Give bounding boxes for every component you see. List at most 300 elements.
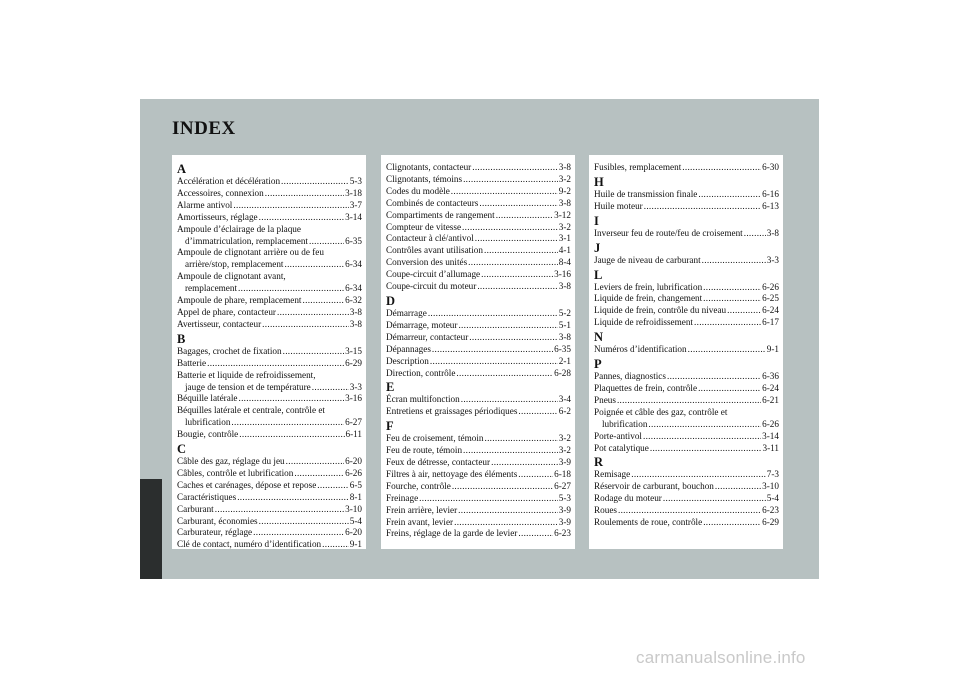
dot-leader xyxy=(419,493,558,505)
index-entry xyxy=(386,332,571,344)
index-entry xyxy=(177,468,362,480)
index-entry-text: arrière/stop, remplacement xyxy=(185,259,284,270)
dot-leader xyxy=(744,228,766,240)
index-entry xyxy=(386,174,571,186)
index-entry-line: Ampoule d’éclairage de la plaque xyxy=(177,223,301,234)
dot-leader xyxy=(456,368,553,380)
dot-leader xyxy=(458,320,557,332)
index-entry xyxy=(594,383,779,395)
dot-leader xyxy=(463,174,558,186)
index-entry-text: Frein avant, levier xyxy=(386,516,454,527)
index-entry-text: Rodage du moteur xyxy=(594,493,662,504)
index-entry-page: 6-24 xyxy=(762,305,779,316)
dot-leader xyxy=(698,189,761,201)
dot-leader xyxy=(284,259,344,271)
dot-leader xyxy=(703,293,761,305)
index-entry-page: 6-23 xyxy=(762,505,779,516)
dot-leader xyxy=(462,222,558,234)
dot-leader xyxy=(703,517,761,529)
index-entry xyxy=(177,492,362,504)
dot-leader xyxy=(715,481,761,493)
index-entry-text: Plaquettes de frein, contrôle xyxy=(594,382,698,393)
index-entry-text: Alarme antivol xyxy=(177,199,233,210)
index-entry-page: 6-25 xyxy=(762,293,779,304)
index-column-2 xyxy=(381,155,575,549)
index-entry-text: jauge de tension et de température xyxy=(185,381,311,392)
index-entry-text: Fourche, contrôle xyxy=(386,480,451,491)
index-entry xyxy=(594,493,779,505)
index-entry-text: Démarrage xyxy=(386,307,427,318)
index-entry-text: Filtres à air, nettoyage des éléments xyxy=(386,468,518,479)
index-entry xyxy=(386,433,571,445)
index-entry xyxy=(177,358,362,370)
index-entry-page: 5-4 xyxy=(766,493,779,504)
dot-leader xyxy=(688,344,766,356)
index-entry xyxy=(594,162,779,174)
dot-leader xyxy=(215,504,344,516)
dot-leader xyxy=(484,433,557,445)
index-entry-text: Liquide de refroidissement xyxy=(594,317,693,328)
index-entry-page: 3-14 xyxy=(762,430,779,441)
index-entry-text: Clignotants, témoins xyxy=(386,173,463,184)
index-entry xyxy=(386,269,571,281)
manual-page xyxy=(140,99,819,579)
index-entry xyxy=(386,481,571,493)
section-letter: I xyxy=(594,213,599,228)
dot-leader xyxy=(237,492,349,504)
index-entry xyxy=(386,344,571,356)
index-entry xyxy=(594,344,779,356)
index-entry-page: 3-8 xyxy=(558,281,571,292)
index-entry-text: Bagages, crochet de fixation xyxy=(177,345,282,356)
index-entry-page: 3-15 xyxy=(345,345,362,356)
dot-leader xyxy=(452,481,553,493)
index-entry-page: 2-1 xyxy=(558,355,571,366)
index-entry xyxy=(177,283,362,295)
index-entry-page: 8-4 xyxy=(558,257,571,268)
index-entry xyxy=(177,417,362,429)
index-entry-page: 3-16 xyxy=(345,393,362,404)
index-entry xyxy=(386,368,571,380)
index-entry-text: Bougie, contrôle xyxy=(177,429,239,440)
index-entry-page: 5-1 xyxy=(558,319,571,330)
index-entry xyxy=(594,228,779,240)
index-entry-text: Carburant xyxy=(177,503,214,514)
index-entry-text: Contrôles avant utilisation xyxy=(386,245,483,256)
index-entry-page: 3-7 xyxy=(349,199,362,210)
chapter-tab xyxy=(140,479,162,579)
index-entry xyxy=(386,233,571,245)
index-entry xyxy=(594,395,779,407)
index-entry xyxy=(386,469,571,481)
index-entry-text: Accessoires, connexion xyxy=(177,187,264,198)
index-entry xyxy=(594,443,779,455)
index-entry-page: 6-20 xyxy=(345,456,362,467)
index-entry-text: Réservoir de carburant, bouchon xyxy=(594,481,714,492)
index-entry-page: 6-26 xyxy=(762,418,779,429)
section-letter: F xyxy=(386,419,394,434)
index-entry-page: 6-26 xyxy=(345,467,362,478)
index-entry-text: Porte-antivol xyxy=(594,430,642,441)
index-entry-text: Carburateur, réglage xyxy=(177,527,253,538)
index-entry-page: 6-23 xyxy=(554,528,571,539)
index-entry xyxy=(177,393,362,405)
index-entry xyxy=(386,406,571,418)
index-entry-text: Béquille latérale xyxy=(177,393,238,404)
dot-leader xyxy=(283,346,345,358)
index-entry xyxy=(594,317,779,329)
index-entry-page: 6-5 xyxy=(349,479,362,490)
index-entry xyxy=(177,176,362,188)
dot-leader xyxy=(281,176,349,188)
index-entry-text: Fusibles, remplacement xyxy=(594,162,682,172)
section-letter: R xyxy=(594,455,604,470)
dot-leader xyxy=(259,516,349,528)
index-entry xyxy=(386,394,571,406)
index-entry-text: Numéros d’identification xyxy=(594,344,687,355)
index-entry-text: Combinés de contacteurs xyxy=(386,197,479,208)
index-entry xyxy=(177,429,362,441)
index-entry xyxy=(594,469,779,481)
index-entry-text: Dépannages xyxy=(386,343,431,354)
index-column-1 xyxy=(172,155,366,549)
section-letter: J xyxy=(594,240,601,255)
dot-leader xyxy=(643,431,761,443)
dot-leader xyxy=(481,269,553,281)
index-entry-page: 3-3 xyxy=(349,381,362,392)
dot-leader xyxy=(477,281,557,293)
index-entry-text: Amortisseurs, réglage xyxy=(177,211,258,222)
index-entry xyxy=(594,189,779,201)
index-entry-text: Direction, contrôle xyxy=(386,367,456,378)
index-entry-page: 6-13 xyxy=(762,200,779,211)
index-entry-page: 6-26 xyxy=(762,281,779,292)
index-entry xyxy=(177,382,362,394)
dot-leader xyxy=(458,505,558,517)
index-entry xyxy=(177,346,362,358)
section-letter: A xyxy=(177,162,187,176)
index-entry-page: 3-10 xyxy=(345,503,362,514)
index-entry-text: Pannes, diagnostics xyxy=(594,371,666,382)
index-entry-text: Accélération et décélération xyxy=(177,176,281,186)
dot-leader xyxy=(518,469,553,481)
index-entry-page: 3-8 xyxy=(558,162,571,172)
index-entry-page: 3-1 xyxy=(558,233,571,244)
index-entry xyxy=(386,281,571,293)
index-entry xyxy=(594,255,779,267)
index-entry-page: 6-29 xyxy=(345,357,362,368)
index-entry-page: 5-3 xyxy=(558,492,571,503)
index-entry-page: 3-9 xyxy=(558,516,571,527)
index-entry-page: 6-20 xyxy=(345,527,362,538)
index-entry-page: 3-8 xyxy=(558,197,571,208)
index-entry xyxy=(177,212,362,224)
index-entry-text: Démarrage, moteur xyxy=(386,319,458,330)
index-entry xyxy=(594,481,779,493)
index-entry-page: 4-1 xyxy=(558,245,571,256)
index-entry-line: Ampoule de clignotant arrière ou de feu xyxy=(177,247,324,258)
dot-leader xyxy=(650,443,762,455)
index-entry xyxy=(177,480,362,492)
dot-leader xyxy=(286,456,345,468)
dot-leader xyxy=(468,257,558,269)
index-entry-text: Compteur de vitesse xyxy=(386,221,462,232)
dot-leader xyxy=(469,332,557,344)
dot-leader xyxy=(663,493,766,505)
index-entry-text: Écran multifonction xyxy=(386,394,460,405)
index-entry-page: 6-29 xyxy=(762,517,779,528)
index-entry-text: Câble des gaz, réglage du jeu xyxy=(177,456,285,467)
dot-leader xyxy=(702,255,766,267)
index-entry-text: Huile moteur xyxy=(594,200,643,211)
section-letter: B xyxy=(177,331,186,346)
dot-leader xyxy=(239,429,344,441)
index-entry xyxy=(594,305,779,317)
index-entry xyxy=(177,527,362,539)
index-entry-page: 3-16 xyxy=(554,269,571,280)
index-entry-page: 6-27 xyxy=(554,480,571,491)
index-entry-page: 9-1 xyxy=(766,344,779,355)
index-entry-page: 6-21 xyxy=(762,394,779,405)
index-entry-page: 6-32 xyxy=(345,295,362,306)
index-entry xyxy=(594,201,779,213)
index-entry-page: 6-34 xyxy=(345,259,362,270)
index-entry xyxy=(386,198,571,210)
dot-leader xyxy=(432,344,553,356)
index-entry-text: Pneus xyxy=(594,394,616,405)
index-entry-text: Jauge de niveau de carburant xyxy=(594,254,701,265)
dot-leader xyxy=(631,469,766,481)
section-letter: D xyxy=(386,293,396,308)
index-entry-text: Leviers de frein, lubrification xyxy=(594,281,703,292)
index-entry xyxy=(177,200,362,212)
dot-leader xyxy=(238,283,344,295)
index-entry xyxy=(386,245,571,257)
dot-leader xyxy=(303,295,345,307)
dot-leader xyxy=(491,457,558,469)
index-entry xyxy=(177,236,362,248)
index-entry-page: 3-4 xyxy=(558,394,571,405)
index-entry xyxy=(386,457,571,469)
index-entry-text: Feux de détresse, contacteur xyxy=(386,457,491,468)
dot-leader xyxy=(277,307,349,319)
index-entry-page: 3-2 xyxy=(558,433,571,444)
index-entry-text: Appel de phare, contacteur xyxy=(177,306,276,317)
dot-leader xyxy=(667,371,761,383)
index-entry-page: 6-35 xyxy=(345,235,362,246)
dot-leader xyxy=(479,198,557,210)
index-entry-text: d’immatriculation, remplacement xyxy=(185,235,308,246)
dot-leader xyxy=(322,539,349,551)
dot-leader xyxy=(231,417,344,429)
index-entry-page: 5-3 xyxy=(349,176,362,186)
dot-leader xyxy=(698,383,761,395)
index-entry-page: 6-34 xyxy=(345,283,362,294)
index-entry-page: 3-3 xyxy=(766,254,779,265)
index-entry xyxy=(594,371,779,383)
dot-leader xyxy=(463,445,558,457)
index-entry-page: 6-17 xyxy=(762,317,779,328)
index-entry-text: Clé de contact, numéro d’identification xyxy=(177,539,322,550)
index-entry-text: Conversion des unités xyxy=(386,257,468,268)
index-entry-page: 3-9 xyxy=(558,457,571,468)
index-entry xyxy=(386,493,571,505)
index-entry-page: 6-35 xyxy=(554,343,571,354)
index-entry xyxy=(386,528,571,540)
dot-leader xyxy=(262,319,349,331)
dot-leader xyxy=(265,188,344,200)
index-entry xyxy=(386,186,571,198)
index-entry-text: lubrification xyxy=(602,418,648,429)
index-entry-text: Freins, réglage de la garde de levier xyxy=(386,528,518,539)
index-entry xyxy=(386,517,571,529)
index-entry-page: 3-8 xyxy=(766,227,779,238)
index-entry xyxy=(594,517,779,529)
index-entry xyxy=(594,505,779,517)
index-entry-text: Caractéristiques xyxy=(177,491,237,502)
index-entry-text: Description xyxy=(386,355,429,366)
index-entry-page: 6-2 xyxy=(558,406,571,417)
index-entry xyxy=(177,456,362,468)
index-entry-text: Contacteur à clé/antivol xyxy=(386,233,474,244)
index-entry-page: 5-4 xyxy=(349,515,362,526)
section-letter: N xyxy=(594,330,604,345)
dot-leader xyxy=(461,394,558,406)
index-entry xyxy=(386,162,571,174)
index-entry xyxy=(386,356,571,368)
index-entry-text: Roulements de roue, contrôle xyxy=(594,517,703,528)
section-letter: P xyxy=(594,357,602,372)
dot-leader xyxy=(703,282,761,294)
index-entry xyxy=(386,210,571,222)
index-entry-page: 6-27 xyxy=(345,417,362,428)
index-entry-text: Batterie xyxy=(177,357,207,368)
index-entry-page: 3-18 xyxy=(345,187,362,198)
index-entry-page: 3-11 xyxy=(762,442,779,453)
index-entry-text: Coupe-circuit d’allumage xyxy=(386,269,481,280)
dot-leader xyxy=(518,406,557,418)
index-entry-text: Entretiens et graissages périodiques xyxy=(386,406,518,417)
index-entry xyxy=(177,307,362,319)
dot-leader xyxy=(238,393,344,405)
index-entry-page: 6-24 xyxy=(762,382,779,393)
dot-leader xyxy=(317,480,348,492)
index-entry xyxy=(177,319,362,331)
index-entry-page: 6-11 xyxy=(345,429,362,440)
index-entry-page: 6-16 xyxy=(762,188,779,199)
watermark-text: carmanualsonline.info xyxy=(636,648,806,667)
index-entry-page: 3-12 xyxy=(554,209,571,220)
index-entry-text: lubrification xyxy=(185,417,231,428)
dot-leader xyxy=(312,382,349,394)
index-entry xyxy=(594,419,779,431)
index-entry-line: Béquilles latérale et centrale, contrôle et xyxy=(177,405,325,416)
section-letter: H xyxy=(594,174,604,189)
index-entry-text: Frein arrière, levier xyxy=(386,504,458,515)
index-entry-text: Liquide de frein, contrôle du niveau xyxy=(594,305,727,316)
dot-leader xyxy=(727,305,761,317)
index-entry-text: Feu de croisement, témoin xyxy=(386,433,484,444)
index-entry-text: Ampoule de phare, remplacement xyxy=(177,295,302,306)
dot-leader xyxy=(518,528,553,540)
index-entry xyxy=(594,431,779,443)
index-entry-page: 3-8 xyxy=(349,318,362,329)
dot-leader xyxy=(294,468,344,480)
index-entry-text: Huile de transmission finale xyxy=(594,188,698,199)
dot-leader xyxy=(259,212,345,224)
index-entry-page: 7-3 xyxy=(766,469,779,480)
index-entry-text: Démarreur, contacteur xyxy=(386,331,469,342)
index-entry-line: Poignée et câble des gaz, contrôle et xyxy=(594,406,728,417)
dot-leader xyxy=(648,419,761,431)
dot-leader xyxy=(484,245,558,257)
dot-leader xyxy=(644,201,761,213)
index-entry xyxy=(177,188,362,200)
index-entry-page: 3-8 xyxy=(558,331,571,342)
index-entry-page: 3-10 xyxy=(762,481,779,492)
dot-leader xyxy=(475,233,558,245)
index-entry-page: 9-2 xyxy=(558,185,571,196)
index-entry-page: 6-18 xyxy=(554,468,571,479)
dot-leader xyxy=(253,527,344,539)
index-entry-text: Feu de route, témoin xyxy=(386,445,463,456)
index-entry xyxy=(386,445,571,457)
index-entry-line: Batterie et liquide de refroidissement, xyxy=(177,369,316,380)
index-entry-text: Liquide de frein, changement xyxy=(594,293,703,304)
section-letter: C xyxy=(177,442,187,457)
index-entry-text: remplacement xyxy=(185,283,238,294)
index-entry xyxy=(594,282,779,294)
index-entry-page: 3-14 xyxy=(345,211,362,222)
dot-leader xyxy=(233,200,348,212)
index-entry xyxy=(177,516,362,528)
dot-leader xyxy=(207,358,344,370)
index-entry xyxy=(386,320,571,332)
dot-leader xyxy=(451,186,558,198)
index-column-3 xyxy=(589,155,783,549)
index-entry-text: Carburant, économies xyxy=(177,515,258,526)
page-title: INDEX xyxy=(172,118,236,139)
index-entry-page: 3-2 xyxy=(558,445,571,456)
dot-leader xyxy=(694,317,761,329)
index-entry xyxy=(386,257,571,269)
index-entry xyxy=(594,293,779,305)
index-entry-text: Roues xyxy=(594,505,617,516)
index-entry-page: 3-8 xyxy=(349,306,362,317)
index-entry-page: 9-1 xyxy=(349,539,362,550)
dot-leader xyxy=(617,395,761,407)
index-entry-page: 5-2 xyxy=(558,307,571,318)
index-entry xyxy=(177,259,362,271)
index-entry xyxy=(177,504,362,516)
dot-leader xyxy=(472,162,558,174)
index-entry-text: Compartiments de rangement xyxy=(386,209,495,220)
index-entry-line: Ampoule de clignotant avant, xyxy=(177,271,286,282)
dot-leader xyxy=(454,517,558,529)
dot-leader xyxy=(618,505,761,517)
index-entry-text: Codes du modèle xyxy=(386,185,450,196)
section-letter: E xyxy=(386,380,395,395)
index-entry-text: Coupe-circuit du moteur xyxy=(386,281,477,292)
index-entry-text: Caches et carénages, dépose et repose xyxy=(177,479,317,490)
index-entry-page: 6-36 xyxy=(762,371,779,382)
index-entry xyxy=(386,505,571,517)
dot-leader xyxy=(682,162,761,174)
index-entry-page: 6-28 xyxy=(554,367,571,378)
dot-leader xyxy=(428,308,558,320)
dot-leader xyxy=(496,210,553,222)
index-entry-page: 3-9 xyxy=(558,504,571,515)
